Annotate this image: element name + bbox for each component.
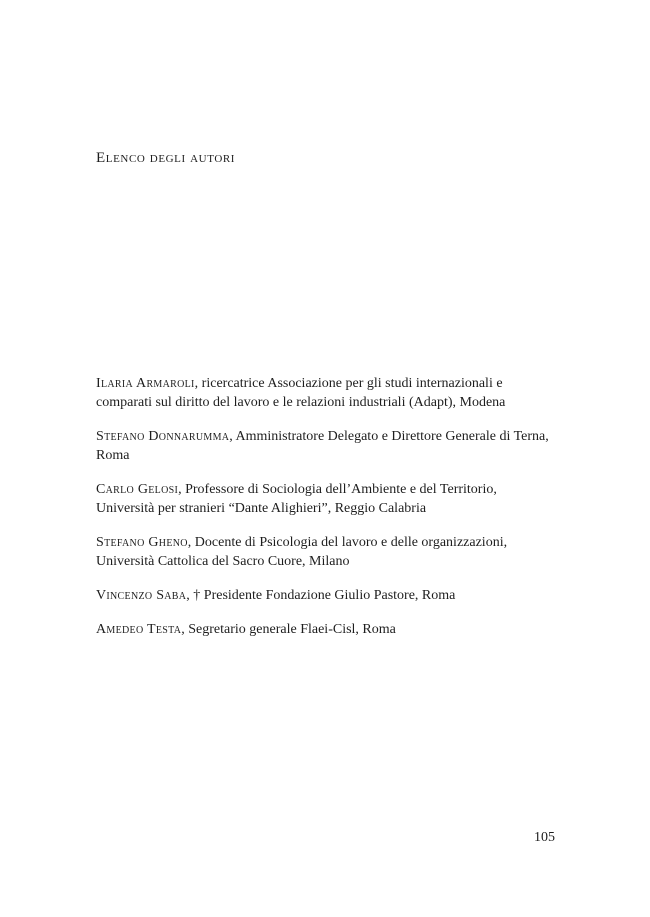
author-description: , ricercatrice Associazione per gli studi internazionali e comparati sul diritto del lavoro e le relazioni industriali (Adapt), Modena	[96, 376, 506, 410]
author-description: , † Presidente Fondazione Giulio Pastore, Roma	[186, 588, 456, 603]
author-entry	[96, 533, 558, 571]
author-entry	[96, 480, 558, 518]
author-description: , Professore di Sociologia dell’Ambiente e del Territorio, Università per stranieri “Dante Alighieri”, Reggio Calabria	[96, 482, 497, 516]
author-list	[96, 374, 558, 654]
page-title: Elenco degli autori	[96, 150, 236, 166]
author-description: , Segretario generale Flaei-Cisl, Roma	[181, 622, 396, 637]
author-entry	[96, 620, 558, 639]
author-name: Carlo Gelosi	[96, 482, 179, 497]
author-name: Stefano Gheno	[96, 535, 188, 550]
author-name: Ilaria Armaroli	[96, 376, 195, 391]
author-name: Vincenzo Saba	[96, 588, 187, 603]
page-number: 105	[534, 830, 555, 845]
author-entry	[96, 374, 558, 412]
author-description: , Docente di Psicologia del lavoro e delle organizzazioni, Università Cattolica del Sacro Cuore, Milano	[96, 535, 508, 569]
author-entry	[96, 427, 558, 465]
author-entry	[96, 586, 558, 605]
author-description: , Amministratore Delegato e Direttore Generale di Terna, Roma	[96, 429, 549, 463]
author-name: Stefano Donnarumma	[96, 429, 230, 444]
author-name: Amedeo Testa	[96, 622, 182, 637]
